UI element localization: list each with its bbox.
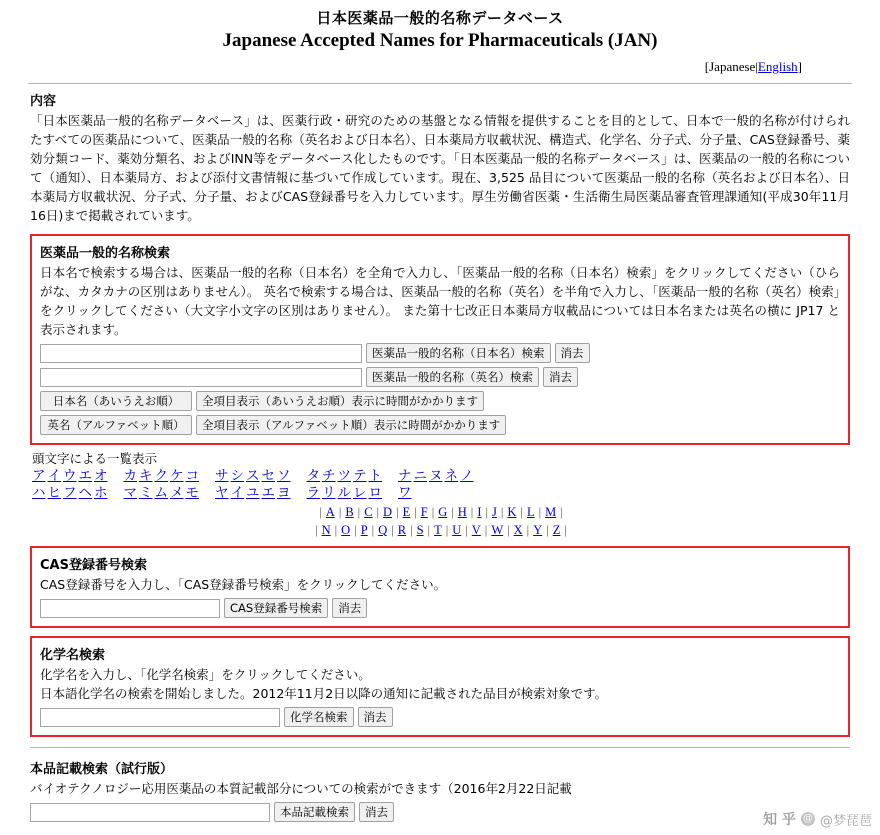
name-search-description: 日本名で検索する場合は、医薬品一般的名称（日本名）を全角で入力し、「医薬品一般的名称（日本名）検索」をクリックしてください（ひらがな、カタカナの区別はありません）。 英名で検索する場合は、医薬品一般的名称（英名）を半角で入力し、「医薬品一般的名称（英名）検索」をクリックしてください（大文字小文字の区別はありません）。 また第十七改正日本薬局方収載品については日本名または英名の横に JP17 と表示されます。 — [40, 265, 840, 337]
kana-group-ta — [307, 468, 385, 485]
cas-search-section — [30, 546, 850, 628]
kana-index-row-2 — [32, 485, 850, 502]
chemical-search-description-1: 化学名を入力し、「化学名検索」をクリックしてください。 — [40, 667, 371, 682]
content-paragraph: 「日本医薬品一般的名称データベース」は、医薬行政・研究のための基盤となる情報を提供することを目的として、日本で一般的名称が付けられたすべての医薬品について、医薬品一般的名称（英名および日本名）、日本薬局方収載状況、構造式、化学名、分子式、分子量、CAS登録番号、薬効分類コード、薬効分類名、およびINN等をデータベース化したものです。「日本医薬品一般的名称データベース」は、医薬品の一般的名称について（通知）、日本薬局方、および添付文書情報に基づいて作成しています。現在、3,525 品目について医薬品一般的名称（英名および日本名）、日本薬局方収載状況、分子式、分子量、およびCAS登録番号を入力しています。厚生労働省医薬・生活衛生局医薬品審査管理課通知(平成30年11月16日)まで掲載されています。 — [30, 113, 850, 223]
kana-link-カ[interactable]: カ — [123, 468, 137, 484]
kana-link-ネ[interactable]: ネ — [444, 468, 458, 484]
kana-link-テ[interactable]: テ — [353, 468, 367, 484]
cas-search-row — [40, 598, 840, 618]
kana-link-ヌ[interactable]: ヌ — [429, 468, 443, 484]
page-header — [0, 0, 880, 53]
lang-link-japanese[interactable]: Japanese — [709, 59, 756, 74]
kana-group-na — [398, 468, 476, 485]
kana-link-イ2[interactable]: イ — [230, 485, 244, 501]
watermark-avatar-icon: @ — [802, 813, 813, 824]
kana-link-ア[interactable]: ア — [32, 468, 46, 484]
name-search-english-clear-button[interactable]: 消去 — [543, 367, 578, 387]
kana-link-ホ[interactable]: ホ — [94, 485, 108, 501]
kana-link-シ[interactable]: シ — [230, 468, 244, 484]
chemical-search-input[interactable] — [40, 708, 280, 727]
alpha-link-J[interactable]: J — [492, 505, 497, 519]
kana-link-ヘ[interactable]: ヘ — [78, 485, 92, 501]
kana-link-ミ[interactable]: ミ — [139, 485, 153, 501]
alpha-link-X[interactable]: X — [513, 523, 523, 537]
list-japanese-all-button[interactable]: 全項目表示（あいうえお順）表示に時間がかかります — [196, 391, 484, 411]
alpha-link-C[interactable]: C — [364, 505, 373, 519]
kana-link-オ[interactable]: オ — [94, 468, 108, 484]
trial-search-section — [30, 758, 850, 822]
kana-index-row-1 — [32, 468, 850, 485]
initial-index-title: 頭文字による一覧表示 — [32, 451, 158, 466]
chemical-name-search-section — [30, 636, 850, 737]
watermark-logo: 知 乎 — [763, 812, 796, 828]
content-heading: 内容 — [30, 94, 57, 109]
lang-link-english[interactable]: English — [757, 59, 798, 74]
chemical-search-button[interactable]: 化学名検索 — [284, 707, 354, 727]
kana-link-ツ[interactable]: ツ — [337, 468, 351, 484]
kana-link-サ[interactable]: サ — [215, 468, 229, 484]
trial-search-row — [30, 802, 850, 822]
alpha-link-A[interactable]: A — [325, 505, 335, 519]
initial-index-section — [30, 449, 850, 538]
kana-link-コ[interactable]: コ — [185, 468, 199, 484]
kana-link-リ[interactable]: リ — [322, 485, 336, 501]
kana-link-ヨ[interactable]: ヨ — [277, 485, 291, 501]
content-section — [30, 90, 850, 225]
kana-group-sa — [215, 468, 293, 485]
kana-link-ウ[interactable]: ウ — [63, 468, 77, 484]
kana-link-ル[interactable]: ル — [337, 485, 351, 501]
kana-link-ロ[interactable]: ロ — [368, 485, 382, 501]
kana-link-ソ[interactable]: ソ — [277, 468, 291, 484]
cas-search-description: CAS登録番号を入力し、「CAS登録番号検索」をクリックしてください。 — [40, 577, 447, 592]
kana-link-ク[interactable]: ク — [154, 468, 168, 484]
cas-search-input[interactable] — [40, 599, 220, 618]
kana-group-ya — [215, 485, 293, 502]
name-search-japanese-clear-button[interactable]: 消去 — [555, 343, 590, 363]
kana-link-タ[interactable]: タ — [306, 468, 320, 484]
name-search-english-input[interactable] — [40, 368, 362, 387]
kana-link-ト[interactable]: ト — [368, 468, 382, 484]
name-search-japanese-row — [40, 343, 840, 363]
alpha-link-U[interactable]: U — [452, 523, 462, 537]
kana-group-ma — [124, 485, 202, 502]
name-search-japanese-input[interactable] — [40, 344, 362, 363]
kana-link-モ[interactable]: モ — [185, 485, 199, 501]
alpha-link-V[interactable]: V — [471, 523, 481, 537]
chemical-search-row — [40, 707, 840, 727]
alpha-link-E[interactable]: E — [402, 505, 411, 519]
kana-link-メ[interactable]: メ — [170, 485, 184, 501]
chemical-search-clear-button[interactable]: 消去 — [358, 707, 393, 727]
kana-link-マ[interactable]: マ — [123, 485, 137, 501]
alpha-link-S[interactable]: S — [416, 523, 424, 537]
alpha-link-O[interactable]: O — [341, 523, 351, 537]
kana-link-ワ[interactable]: ワ — [398, 485, 412, 501]
kana-link-ハ[interactable]: ハ — [32, 485, 46, 501]
cas-search-button[interactable]: CAS登録番号検索 — [224, 598, 328, 618]
page-title-japanese: 日本医薬品一般的名称データベース — [316, 9, 564, 27]
alpha-index-row-1: | A | B | C | D | E | F | G | H | I | J | K | L | M | — [319, 505, 563, 519]
alpha-link-Y[interactable]: Y — [533, 523, 543, 537]
trial-search-clear-button[interactable]: 消去 — [359, 802, 394, 822]
cas-search-clear-button[interactable]: 消去 — [332, 598, 367, 618]
kana-link-ケ[interactable]: ケ — [170, 468, 184, 484]
kana-link-ラ[interactable]: ラ — [306, 485, 320, 501]
alpha-link-D[interactable]: D — [383, 505, 393, 519]
kana-link-ノ[interactable]: ノ — [460, 468, 474, 484]
kana-link-イ[interactable]: イ — [47, 468, 61, 484]
kana-link-ニ[interactable]: ニ — [413, 468, 427, 484]
cas-search-heading: CAS登録番号検索 — [40, 558, 147, 573]
alpha-link-K[interactable]: K — [507, 505, 517, 519]
alpha-link-Z[interactable]: Z — [552, 523, 561, 537]
kana-group-wa — [398, 485, 414, 502]
kana-group-ra — [307, 485, 385, 502]
trial-search-button[interactable]: 本品記載検索 — [274, 802, 355, 822]
alpha-link-P[interactable]: P — [360, 523, 368, 537]
alpha-link-T[interactable]: T — [434, 523, 442, 537]
name-search-english-row — [40, 367, 840, 387]
kana-link-フ[interactable]: フ — [63, 485, 77, 501]
kana-link-エ[interactable]: エ — [78, 468, 92, 484]
trial-search-description: バイオテクノロジー応用医薬品の本質記載部分についての検索ができます（2016年2月22日記載 — [30, 781, 572, 796]
page-body — [0, 84, 880, 822]
bracket-close: ] — [797, 59, 802, 74]
kana-link-エ2[interactable]: エ — [261, 485, 275, 501]
alpha-link-N[interactable]: N — [321, 523, 331, 537]
alpha-link-I[interactable]: I — [477, 505, 482, 519]
chemical-search-heading: 化学名検索 — [40, 648, 106, 663]
kana-link-セ[interactable]: セ — [261, 468, 275, 484]
kana-link-ム[interactable]: ム — [154, 485, 168, 501]
chemical-search-description-2: 日本語化学名の検索を開始しました。2012年11月2日以降の通知に記載された品目が検索対象です。 — [40, 686, 608, 701]
alpha-link-R[interactable]: R — [397, 523, 407, 537]
alpha-index-row-2: | N | O | P | Q | R | S | T | U | V | W | X | Y | Z | — [315, 523, 567, 537]
alpha-link-Q[interactable]: Q — [378, 523, 388, 537]
kana-group-a — [32, 468, 110, 485]
kana-group-ka — [124, 468, 202, 485]
kana-link-チ[interactable]: チ — [322, 468, 336, 484]
alpha-link-L[interactable]: L — [526, 505, 535, 519]
alpha-link-B[interactable]: B — [345, 505, 354, 519]
kana-link-ユ[interactable]: ユ — [246, 485, 260, 501]
watermark-username: @梦琵琶 — [819, 813, 872, 829]
alpha-link-G[interactable]: G — [438, 505, 448, 519]
name-search-section — [30, 234, 850, 445]
list-english-button[interactable]: 英名（アルファベット順） — [40, 415, 192, 435]
alpha-link-H[interactable]: H — [457, 505, 467, 519]
trial-search-heading: 本品記載検索（試行版） — [30, 762, 174, 777]
name-search-japanese-button[interactable]: 医薬品一般的名称（日本名）検索 — [366, 343, 551, 363]
kana-group-ha — [32, 485, 110, 502]
language-switcher — [0, 53, 880, 75]
page-title-english: Japanese Accepted Names for Pharmaceuticals (JAN) — [222, 30, 658, 51]
kana-link-キ[interactable]: キ — [139, 468, 153, 484]
kana-link-ス[interactable]: ス — [246, 468, 260, 484]
trial-search-input[interactable] — [30, 803, 270, 822]
kana-link-ヒ[interactable]: ヒ — [47, 485, 61, 501]
bracket-open: [ — [704, 59, 710, 74]
kana-link-レ[interactable]: レ — [353, 485, 367, 501]
name-search-heading: 医薬品一般的名称検索 — [40, 246, 171, 261]
watermark — [763, 809, 872, 829]
lang-separator: | — [755, 59, 758, 74]
alpha-link-F[interactable]: F — [420, 505, 428, 519]
alpha-link-M[interactable]: M — [545, 505, 557, 519]
list-english-all-button[interactable]: 全項目表示（アルファベット順）表示に時間がかかります — [196, 415, 506, 435]
kana-link-ナ[interactable]: ナ — [398, 468, 412, 484]
kana-link-ヤ[interactable]: ヤ — [215, 485, 229, 501]
name-list-english-row — [40, 415, 840, 435]
name-list-japanese-row — [40, 391, 840, 411]
list-japanese-button[interactable]: 日本名（あいうえお順） — [40, 391, 192, 411]
alpha-link-W[interactable]: W — [491, 523, 504, 537]
trial-divider — [30, 747, 850, 748]
name-search-english-button[interactable]: 医薬品一般的名称（英名）検索 — [366, 367, 539, 387]
